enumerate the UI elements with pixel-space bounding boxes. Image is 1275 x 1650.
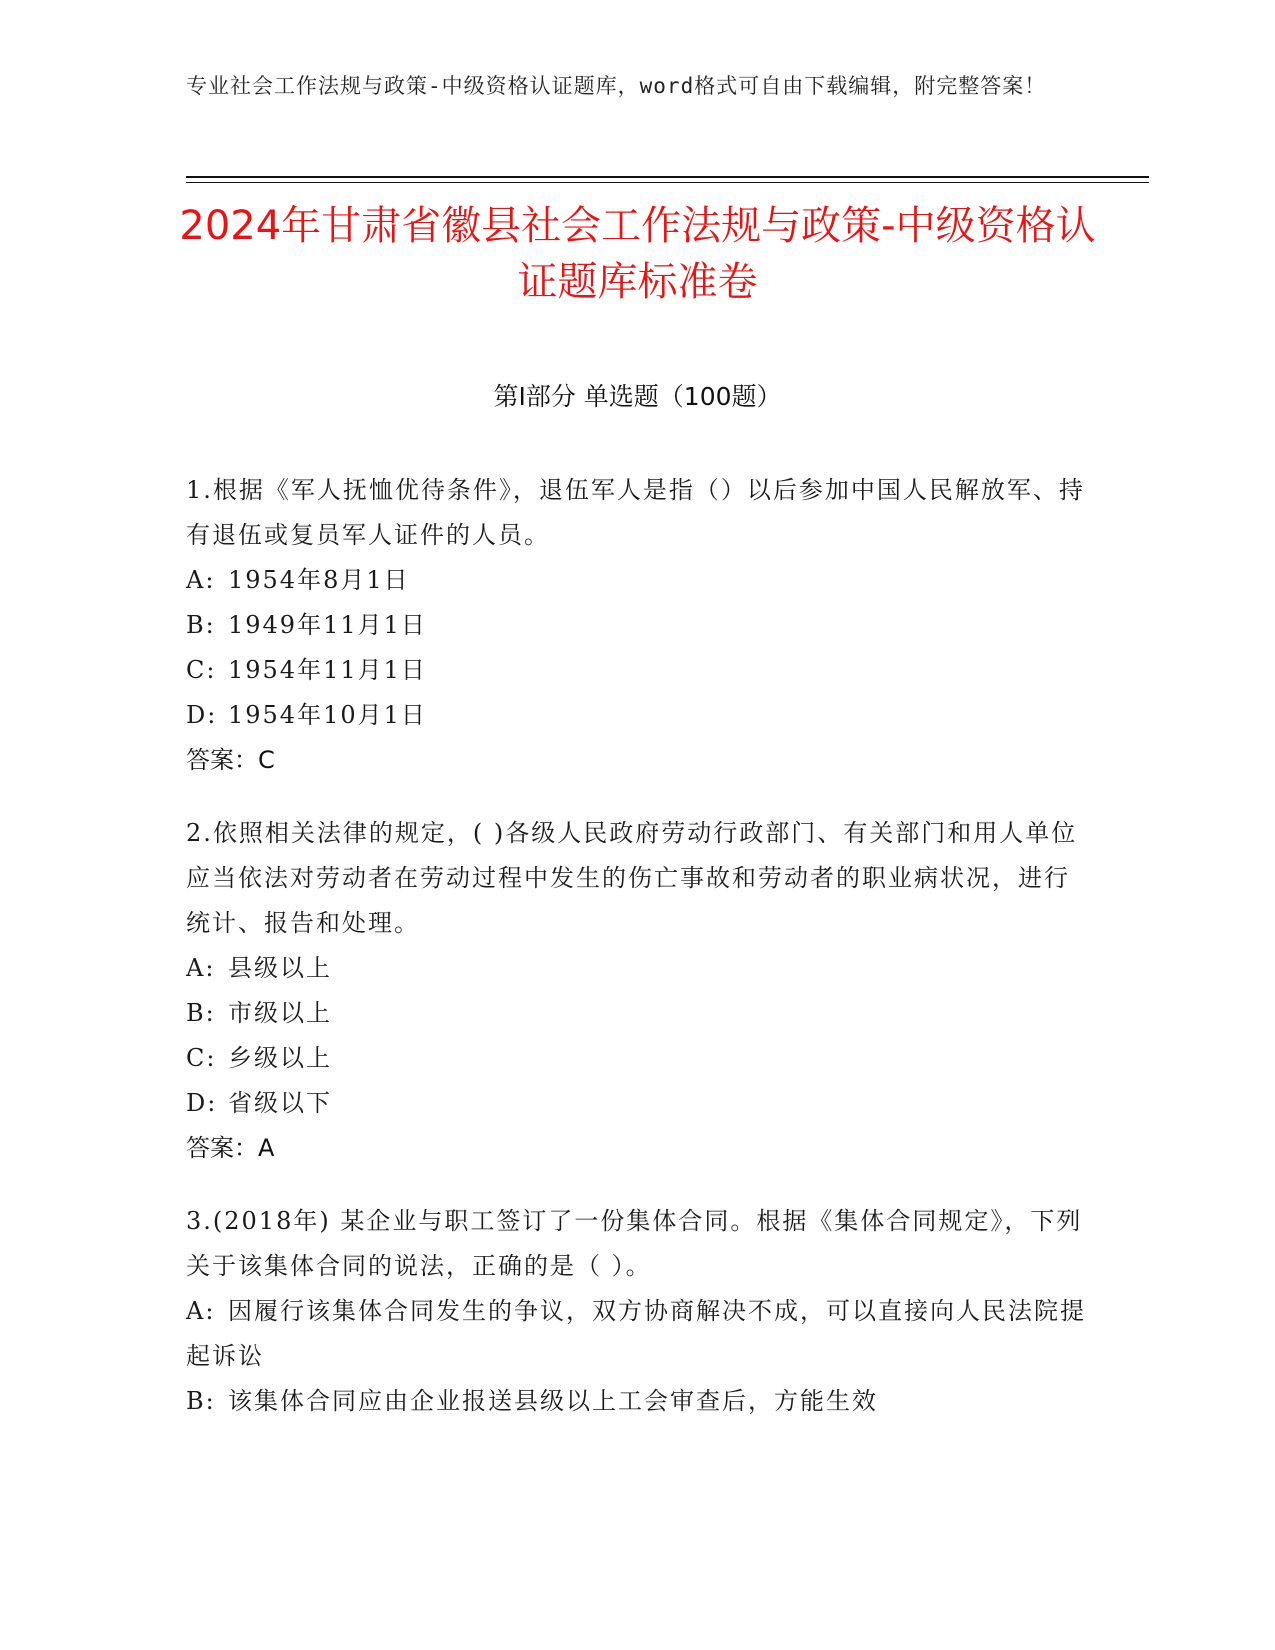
question-3	[186, 1199, 1086, 1424]
option-text: 市级以上	[228, 999, 332, 1027]
option-text: 1954年8月1日	[228, 566, 410, 594]
option-d	[186, 693, 1086, 738]
option-key: A:	[186, 566, 216, 594]
option-a	[186, 558, 1086, 603]
option-key: C:	[186, 1044, 217, 1072]
option-text: 1954年11月1日	[228, 656, 427, 684]
option-key: D:	[186, 701, 218, 729]
option-text: 因履行该集体合同发生的争议，双方协商解决不成，可以直接向人民法院提起诉讼	[186, 1297, 1086, 1370]
option-key: B:	[186, 1387, 216, 1415]
option-text: 省级以下	[228, 1089, 332, 1117]
header-divider-thin	[186, 182, 1149, 183]
option-key: D:	[186, 1089, 218, 1117]
option-text: 1954年10月1日	[228, 701, 427, 729]
option-key: C:	[186, 656, 217, 684]
option-a	[186, 946, 1086, 991]
option-c	[186, 1036, 1086, 1081]
option-key: B:	[186, 999, 216, 1027]
option-c	[186, 648, 1086, 693]
question-stem: 2.依照相关法律的规定，( )各级人民政府劳动行政部门、有关部门和用人单位应当依法对劳动者在劳动过程中发生的伤亡事故和劳动者的职业病状况，进行统计、报告和处理。	[186, 819, 1078, 937]
option-key: B:	[186, 611, 216, 639]
question-2	[186, 811, 1086, 1171]
option-b	[186, 603, 1086, 648]
option-text: 1949年11月1日	[228, 611, 427, 639]
question-stem: 1.根据《军人抚恤优待条件》，退伍军人是指（）以后参加中国人民解放军、持有退伍或复员军人证件的人员。	[186, 476, 1085, 549]
question-1	[186, 468, 1086, 783]
question-list	[186, 468, 1086, 1452]
question-stem: 3.(2018年) 某企业与职工签订了一份集体合同。根据《集体合同规定》，下列关于该集体合同的说法，正确的是（ ）。	[186, 1207, 1083, 1280]
option-key: A:	[186, 954, 216, 982]
option-b	[186, 1379, 1086, 1424]
option-text: 该集体合同应由企业报送县级以上工会审查后，方能生效	[228, 1387, 878, 1415]
document-title: 2024年甘肃省徽县社会工作法规与政策-中级资格认证题库标准卷	[179, 203, 1096, 305]
header-divider-thick	[186, 176, 1149, 178]
option-key: A:	[186, 1297, 216, 1325]
option-text: 乡级以上	[228, 1044, 332, 1072]
header-note: 专业社会工作法规与政策-中级资格认证题库，word格式可自由下载编辑，附完整答案！	[186, 74, 1047, 98]
section-heading: 第I部分 单选题（100题）	[493, 382, 782, 411]
option-a	[186, 1289, 1086, 1379]
answer-line: 答案：C	[186, 746, 275, 774]
option-d	[186, 1081, 1086, 1126]
option-text: 县级以上	[228, 954, 332, 982]
answer-line: 答案：A	[186, 1134, 275, 1162]
option-b	[186, 991, 1086, 1036]
